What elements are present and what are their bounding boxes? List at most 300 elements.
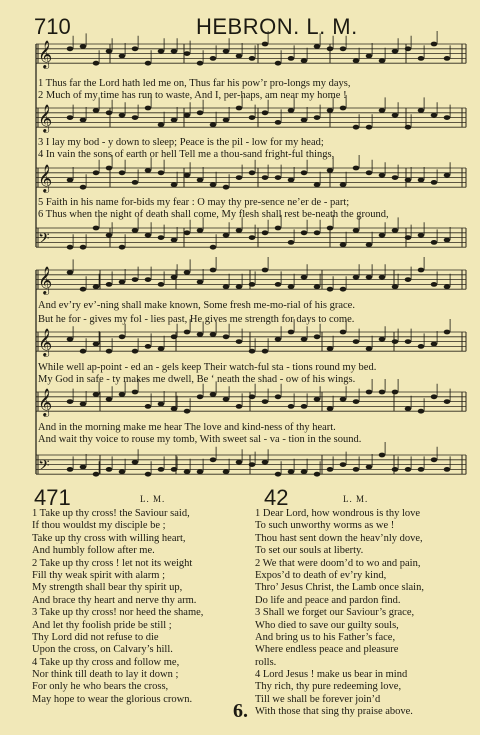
note-head	[249, 394, 256, 399]
note-head	[327, 287, 334, 292]
note-head	[288, 108, 295, 113]
note-head	[93, 170, 100, 175]
treble-clef-icon: 𝄞	[38, 328, 53, 357]
note-head	[197, 228, 204, 233]
note-head	[223, 469, 230, 474]
hymn-42-number: 42	[264, 485, 289, 510]
note-head	[366, 54, 373, 59]
note-head	[80, 44, 87, 49]
note-head	[145, 233, 152, 238]
verse-line: And bring us to his Father’s face,	[255, 631, 396, 643]
note-head	[444, 238, 451, 243]
note-head	[106, 397, 113, 402]
note-head	[223, 233, 230, 238]
verse-line: 3 Shall we forget our Saviour’s grace,	[255, 607, 415, 619]
note-head	[301, 469, 308, 474]
note-head	[418, 409, 425, 414]
note-head	[145, 404, 152, 409]
note-head	[93, 108, 100, 113]
note-head	[353, 58, 360, 63]
note-head	[210, 56, 217, 61]
note-head	[236, 460, 243, 465]
bass-clef-icon: 𝄢	[38, 230, 50, 252]
note-head	[262, 349, 269, 354]
note-head	[80, 402, 87, 407]
verse-line: If thou wouldst my disciple be ;	[32, 520, 166, 532]
note-head	[210, 122, 217, 127]
note-head	[236, 175, 243, 180]
note-head	[80, 245, 87, 250]
note-head	[275, 61, 282, 66]
note-head	[158, 235, 165, 240]
note-head	[405, 467, 412, 472]
note-head	[431, 457, 438, 462]
note-head	[210, 182, 217, 187]
note-head	[392, 175, 399, 180]
note-head	[405, 178, 412, 183]
verse-line: May hope to wear the glorious crown.	[32, 693, 193, 705]
verse-line: And humbly follow after me.	[32, 545, 155, 557]
note-head	[249, 349, 256, 354]
verse-line: rolls.	[255, 656, 277, 668]
verse-line: 1 Take up thy cross! the Saviour said,	[32, 508, 190, 519]
note-head	[288, 469, 295, 474]
note-head	[327, 46, 334, 51]
note-head	[379, 233, 386, 238]
note-head	[444, 467, 451, 472]
note-head	[158, 49, 165, 54]
note-head	[314, 397, 321, 402]
note-head	[184, 173, 191, 178]
note-head	[184, 409, 191, 414]
note-head	[366, 390, 373, 395]
note-head	[314, 230, 321, 235]
treble-clef-icon: 𝄞	[38, 388, 53, 417]
note-head	[106, 166, 113, 171]
note-head	[171, 406, 178, 411]
note-head	[119, 245, 126, 250]
note-head	[418, 344, 425, 349]
note-head	[314, 115, 321, 120]
note-head	[93, 472, 100, 477]
note-head	[171, 275, 178, 280]
note-head	[236, 284, 243, 289]
note-head	[119, 280, 126, 285]
note-head	[158, 170, 165, 175]
note-head	[327, 168, 334, 173]
note-head	[444, 115, 451, 120]
hymn-title: HEBRON. L. M.	[196, 14, 358, 39]
note-head	[353, 125, 360, 130]
hymn-42-meter: L. M.	[343, 494, 369, 504]
hymn-471-meter: L. M.	[140, 494, 166, 504]
verse-line: Do life and peace and pardon find.	[255, 594, 401, 606]
note-head	[67, 270, 74, 275]
note-head	[366, 346, 373, 351]
note-head	[405, 235, 412, 240]
hymn-471-number: 471	[34, 485, 71, 510]
note-head	[262, 230, 269, 235]
note-head	[366, 125, 373, 130]
note-head	[301, 230, 308, 235]
note-head	[262, 110, 269, 115]
note-head	[80, 118, 87, 123]
note-head	[93, 284, 100, 289]
bass-clef-icon: 𝄢	[38, 457, 50, 479]
note-head	[366, 170, 373, 175]
verse-line: Expos’d to death of ev’ry kind,	[255, 569, 387, 581]
note-head	[262, 175, 269, 180]
verse-line: My strength shall bear thy spirit up,	[32, 582, 183, 594]
note-head	[119, 54, 126, 59]
verse-line: Thy rich, thy pure redeeming love,	[255, 681, 402, 693]
note-head	[288, 404, 295, 409]
note-head	[158, 467, 165, 472]
note-head	[210, 392, 217, 397]
note-head	[197, 394, 204, 399]
note-head	[418, 467, 425, 472]
note-head	[379, 337, 386, 342]
note-head	[197, 61, 204, 66]
note-head	[184, 51, 191, 56]
note-head	[340, 397, 347, 402]
note-head	[301, 170, 308, 175]
note-head	[314, 284, 321, 289]
note-head	[275, 337, 282, 342]
note-head	[249, 170, 256, 175]
note-head	[353, 275, 360, 280]
note-head	[145, 344, 152, 349]
note-head	[444, 56, 451, 61]
note-head	[223, 284, 230, 289]
verse-line: Thro’ Jesus Christ, the Lamb once slain,	[255, 582, 424, 594]
note-head	[223, 118, 230, 123]
note-head	[262, 399, 269, 404]
note-head	[288, 330, 295, 335]
note-head	[93, 342, 100, 347]
note-head	[210, 332, 217, 337]
note-head	[314, 182, 321, 187]
verse-line: Thy Lord did not refuse to die	[32, 631, 159, 643]
note-head	[327, 406, 334, 411]
note-head	[132, 390, 139, 395]
note-head	[275, 120, 282, 125]
note-head	[67, 467, 74, 472]
note-head	[262, 268, 269, 273]
note-head	[340, 462, 347, 467]
note-head	[197, 110, 204, 115]
note-head	[132, 46, 139, 51]
note-head	[158, 282, 165, 287]
note-head	[353, 166, 360, 171]
note-head	[301, 275, 308, 280]
note-head	[340, 242, 347, 247]
hymn-42-verses	[255, 508, 424, 719]
note-head	[327, 108, 334, 113]
note-head	[106, 467, 113, 472]
note-head	[132, 460, 139, 465]
note-head	[249, 462, 256, 467]
note-head	[106, 349, 113, 354]
note-head	[288, 284, 295, 289]
note-head	[353, 339, 360, 344]
note-head	[210, 268, 217, 273]
note-head	[158, 346, 165, 351]
note-head	[288, 56, 295, 61]
note-head	[288, 240, 295, 245]
lyric-line: 3 I lay my bod - y down to sleep; Peace is the pil - low for my head;	[38, 137, 324, 148]
note-head	[392, 228, 399, 233]
note-head	[353, 399, 360, 404]
lyric-line: 2 Much of my time has run to waste, And I, per-haps, am near my home !	[38, 90, 347, 101]
note-head	[392, 390, 399, 395]
note-head	[236, 404, 243, 409]
note-head	[301, 118, 308, 123]
note-head	[223, 49, 230, 54]
note-head	[431, 113, 438, 118]
note-head	[119, 170, 126, 175]
verse-line: 2 Take up thy cross ! let not its weight	[32, 557, 193, 569]
note-head	[353, 467, 360, 472]
verse-line: Upon the cross, on Calvary’s hill.	[32, 644, 173, 656]
verse-line: 4 Take up thy cross and follow me,	[32, 656, 180, 668]
note-head	[184, 113, 191, 118]
note-head	[184, 330, 191, 335]
note-head	[431, 394, 438, 399]
note-head	[210, 245, 217, 250]
page-number: 6.	[233, 700, 248, 722]
note-head	[418, 233, 425, 238]
note-head	[184, 469, 191, 474]
note-head	[418, 108, 425, 113]
note-head	[379, 275, 386, 280]
lyric-line: And wait thy voice to rouse my tomb, With sweet sal - va - tion in the sound.	[38, 434, 362, 445]
note-head	[366, 242, 373, 247]
note-head	[275, 472, 282, 477]
note-head	[223, 185, 230, 190]
note-head	[171, 118, 178, 123]
note-head	[93, 226, 100, 231]
note-head	[301, 58, 308, 63]
note-head	[431, 342, 438, 347]
verse-line: Who died to save our guilty souls,	[255, 619, 399, 631]
note-head	[67, 178, 74, 183]
verse-line: 1 Dear Lord, how wondrous is thy love	[255, 508, 421, 519]
note-head	[236, 106, 243, 111]
note-head	[379, 108, 386, 113]
note-head	[431, 282, 438, 287]
note-head	[197, 280, 204, 285]
note-head	[171, 182, 178, 187]
note-head	[301, 404, 308, 409]
note-head	[106, 233, 113, 238]
note-head	[314, 44, 321, 49]
verse-line: And let thy foolish pride be still ;	[32, 619, 172, 631]
note-head	[340, 46, 347, 51]
lyric-line: My God in safe - ty makes me dwell, Be ‘ neath the shad - ow of his wings.	[38, 374, 356, 385]
note-head	[119, 469, 126, 474]
hymn-number: 710	[34, 14, 71, 39]
lyric-line: 6 Thus when the night of death shall come, My flesh shall rest be-neath the ground,	[38, 209, 389, 220]
note-head	[275, 175, 282, 180]
note-head	[197, 469, 204, 474]
note-head	[132, 115, 139, 120]
note-head	[431, 240, 438, 245]
verse-line: 4 Lord Jesus ! make us bear in mind	[255, 669, 408, 681]
note-head	[327, 346, 334, 351]
note-head	[145, 106, 152, 111]
verse-line: Thou hast sent down the heav’nly dove,	[255, 532, 423, 544]
verse-line: Till we shall be forever join’d	[255, 693, 381, 705]
verse-line: 2 We that were doom’d to wo and pain,	[255, 557, 421, 569]
note-head	[288, 178, 295, 183]
note-head	[132, 228, 139, 233]
note-head	[67, 46, 74, 51]
note-head	[366, 465, 373, 470]
note-head	[379, 453, 386, 458]
note-head	[210, 457, 217, 462]
note-head	[327, 226, 334, 231]
note-head	[431, 180, 438, 185]
note-head	[444, 173, 451, 178]
note-head	[171, 334, 178, 339]
note-head	[145, 61, 152, 66]
note-head	[80, 185, 87, 190]
note-head	[171, 49, 178, 54]
treble-clef-icon: 𝄞	[38, 164, 53, 193]
verse-line: To such unworthy worms as we !	[255, 520, 395, 532]
note-head	[379, 58, 386, 63]
treble-clef-icon: 𝄞	[38, 266, 53, 295]
note-head	[236, 54, 243, 59]
note-head	[379, 390, 386, 395]
note-head	[223, 334, 230, 339]
note-head	[197, 178, 204, 183]
note-head	[171, 467, 178, 472]
note-head	[314, 472, 321, 477]
note-head	[249, 115, 256, 120]
verse-line: Nor think till death to lay it down ;	[32, 669, 179, 681]
note-head	[80, 287, 87, 292]
note-head	[132, 180, 139, 185]
note-head	[392, 49, 399, 54]
note-head	[158, 402, 165, 407]
lyric-line: 5 Faith in his name for-bids my fear : O may thy pre-sence ne’er de - part;	[38, 197, 350, 208]
note-head	[392, 339, 399, 344]
note-head	[275, 282, 282, 287]
note-head	[444, 330, 451, 335]
note-head	[366, 275, 373, 280]
note-head	[418, 56, 425, 61]
note-head	[275, 394, 282, 399]
note-head	[93, 61, 100, 66]
note-head	[262, 460, 269, 465]
lyric-line: 1 Thus far the Lord hath led me on, Thus far his pow’r pro-longs my days,	[38, 78, 351, 89]
note-head	[444, 399, 451, 404]
note-head	[405, 277, 412, 282]
note-head	[444, 284, 451, 289]
lyric-line: 4 In vain the sons of earth or hell Tell me a thou-sand fright-ful things,	[38, 149, 335, 160]
note-head	[236, 228, 243, 233]
note-head	[106, 110, 113, 115]
verse-line: Where endless peace and pleasure	[255, 644, 399, 656]
note-head	[249, 56, 256, 61]
note-head	[145, 472, 152, 477]
note-head	[249, 282, 256, 287]
note-head	[132, 277, 139, 282]
note-head	[301, 337, 308, 342]
note-head	[145, 168, 152, 173]
note-head	[405, 46, 412, 51]
note-head	[353, 228, 360, 233]
note-head	[340, 182, 347, 187]
verse-line: For only he who bears the cross,	[32, 681, 169, 693]
note-head	[171, 238, 178, 243]
verse-line: To set our souls at liberty.	[255, 545, 364, 557]
note-head	[275, 226, 282, 231]
note-head	[80, 349, 87, 354]
note-head	[106, 282, 113, 287]
note-head	[327, 467, 334, 472]
note-head	[197, 332, 204, 337]
note-head	[405, 406, 412, 411]
note-head	[223, 397, 230, 402]
treble-clef-icon: 𝄞	[38, 40, 53, 69]
note-head	[132, 349, 139, 354]
note-head	[67, 399, 74, 404]
note-head	[158, 122, 165, 127]
note-head	[184, 270, 191, 275]
verse-line: 3 Take up thy cross! nor heed the shame,	[32, 607, 204, 619]
note-head	[431, 42, 438, 47]
verse-line: Take up thy cross with willing heart,	[32, 532, 186, 544]
note-head	[80, 465, 87, 470]
note-head	[314, 334, 321, 339]
verse-line: With those that sing thy praise above.	[255, 706, 413, 718]
treble-clef-icon: 𝄞	[38, 104, 53, 133]
note-head	[249, 235, 256, 240]
note-head	[340, 287, 347, 292]
note-head	[405, 339, 412, 344]
note-head	[67, 245, 74, 250]
note-head	[262, 42, 269, 47]
note-head	[379, 173, 386, 178]
hymn-471-verses	[32, 508, 203, 706]
lyric-line: And in the morning make me hear The love and kind-ness of thy heart.	[38, 422, 336, 433]
note-head	[93, 392, 100, 397]
lyric-line: While well ap-point - ed an - gels keep Their watch-ful sta - tions round my bed.	[38, 362, 377, 373]
note-head	[184, 230, 191, 235]
lyric-line: And ev’ry ev’-ning shall make known, Some fresh me-mo-rial of his grace.	[38, 300, 355, 311]
note-head	[392, 113, 399, 118]
note-head	[67, 115, 74, 120]
note-head	[392, 284, 399, 289]
lyric-line: But he for - gives my fol - lies past, He gives me strength for days to come.	[38, 314, 355, 325]
note-head	[145, 277, 152, 282]
verse-line: Fill thy weak spirit with alarm ;	[32, 569, 165, 581]
note-head	[119, 392, 126, 397]
verse-line: And brace thy heart and nerve thy arm.	[32, 594, 197, 606]
note-head	[119, 334, 126, 339]
note-head	[418, 268, 425, 273]
note-head	[340, 106, 347, 111]
note-head	[405, 125, 412, 130]
note-head	[418, 178, 425, 183]
note-head	[119, 113, 126, 118]
note-head	[236, 339, 243, 344]
note-head	[67, 337, 74, 342]
note-head	[392, 467, 399, 472]
